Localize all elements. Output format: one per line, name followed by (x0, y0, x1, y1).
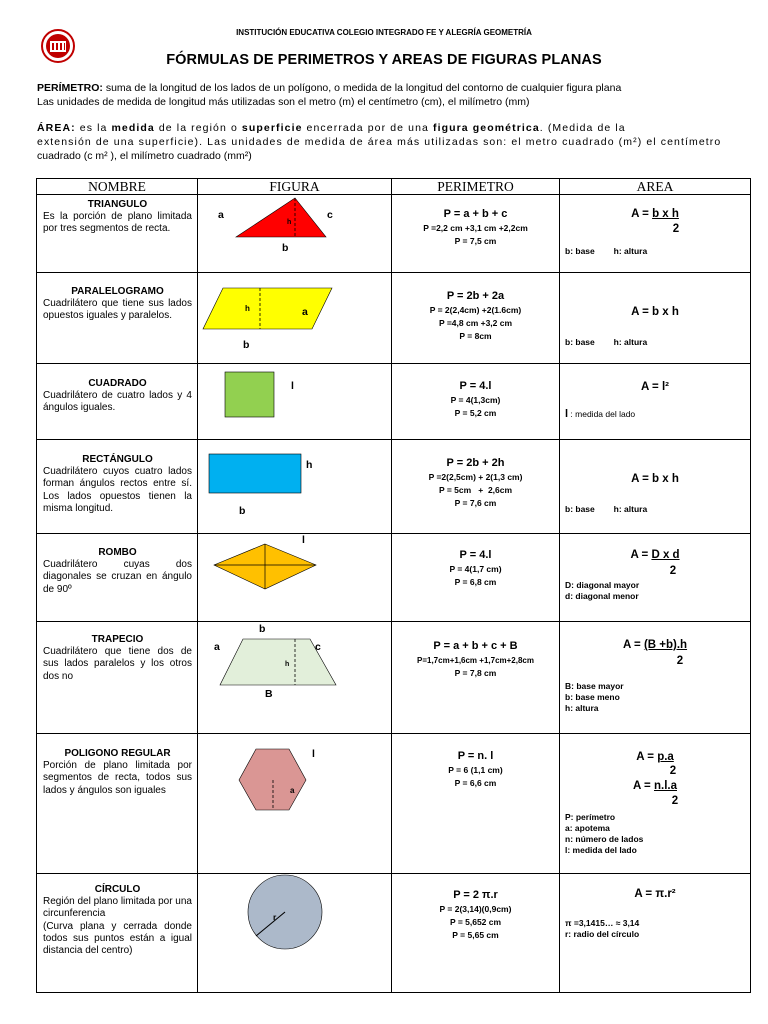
perimetro-example: P=1,7cm+1,6cm +1,7cm+2,8cm (417, 656, 534, 665)
trapezoid-label-c: c (315, 641, 321, 653)
area-note-1: P: perímetro (565, 812, 616, 822)
header-nombre: NOMBRE (37, 179, 198, 195)
area-notes (565, 409, 635, 420)
area-note-1: D: diagonal mayor (565, 580, 640, 590)
area-cell (560, 440, 750, 533)
area-formula (560, 549, 750, 561)
area-notes: b: base h: altura (565, 504, 648, 514)
area-cell (560, 622, 750, 733)
area-lhs: A = (631, 208, 649, 220)
triangle-figure (198, 195, 391, 272)
triangle-label-a: a (218, 209, 224, 221)
table-row-rectangulo (37, 440, 751, 534)
area-note-1: B: base mayor (565, 681, 624, 691)
area-lhs-2: A = (632, 780, 651, 792)
perimetro-example: P = 2(2,4cm) +2(1.6cm) (429, 305, 522, 315)
area-note-1: π =3,1415… ≈ 3,14 (565, 918, 640, 928)
perimetro-example: P = 4(1,7 cm) (449, 564, 502, 574)
perimetro-result: P = 5,65 cm (452, 930, 499, 940)
circle-figure (198, 874, 391, 992)
parallelogram-label-b: b (243, 339, 250, 351)
header-perimetro: PERIMETRO (392, 179, 560, 195)
rhombus-shape (198, 534, 392, 621)
perimetro-result: P = 7,8 cm (454, 668, 497, 678)
area-text-1: es la (75, 122, 112, 134)
shape-description-2: (Curva plana y cerrada donde todos sus puntos están a igual distancia del centro) (43, 920, 192, 957)
area-cell (560, 273, 750, 363)
square-shape (198, 364, 392, 439)
square-figure (198, 364, 391, 439)
area-notes (565, 681, 624, 714)
area-text-2: de la región o (154, 122, 242, 134)
area-numerator: (B +b).h (643, 639, 688, 651)
table-header-row (37, 179, 751, 195)
area-numerator: b x h (652, 208, 679, 220)
rhombus-figure (198, 534, 391, 621)
perimetro-cell (392, 622, 559, 680)
rectangle-shape (198, 440, 392, 533)
rhombus-label-l: l (302, 534, 305, 546)
area-numerator: D x d (651, 549, 680, 561)
perimetro-step: P =4,8 cm +3,2 cm (438, 318, 513, 328)
perimetro-result: P = 7,6 cm (454, 498, 497, 508)
perimetro-cell (392, 364, 559, 420)
area-formula-1 (560, 751, 750, 763)
triangle-label-b: b (282, 242, 289, 254)
circle-label-r: r (273, 912, 277, 922)
parallelogram-label-h: h (245, 304, 250, 313)
table-row-trapecio (37, 622, 751, 734)
table-row-rombo (37, 534, 751, 622)
table-row-cuadrado (37, 364, 751, 440)
area-text-4: . (Medida de la (539, 122, 626, 134)
name-cell (37, 273, 197, 323)
area-units-2: cuadrado (c m² ), el milímetro cuadrado (mm²) (37, 150, 252, 162)
perimetro-example: P =2,2 cm +3,1 cm +2,2cm (423, 223, 528, 233)
perimetro-result: P = 5,2 cm (454, 408, 497, 418)
perimetro-formula: P = 2b + 2a (446, 290, 505, 302)
perimetro-step: P = 5,652 cm (449, 917, 502, 927)
area-note-2: r: radio del círculo (565, 929, 640, 939)
area-line-2: extensión de una superficie). Las unidades de medida de área más utilizadas son: el metro cuadrado (m²) el centímetro (37, 136, 722, 148)
trapezoid-shape (198, 622, 392, 733)
area-formula (560, 208, 750, 220)
shape-description: Cuadrilátero cuyas dos diagonales se cruzan en ángulo de 90º (43, 559, 192, 595)
area-notes-symbol: l (565, 408, 569, 420)
perimetro-cell (392, 273, 559, 343)
hexagon-label-a: a (290, 786, 295, 795)
area-denominator-1: 2 (669, 765, 677, 777)
perimetro-example: P =2(2,5cm) + 2(1,3 cm) (428, 472, 523, 482)
name-cell (37, 440, 197, 515)
header-figura: FIGURA (198, 179, 392, 195)
parallelogram-label-a: a (302, 306, 308, 318)
perimetro-result: P = 6,6 cm (454, 778, 497, 788)
trapezoid-label-B: B (265, 688, 273, 700)
area-formula: A = l² (640, 381, 669, 393)
area-definition (37, 122, 749, 135)
perimetro-formula: P = a + b + c + B (433, 640, 518, 652)
page-title: FÓRMULAS DE PERIMETROS Y AREAS DE FIGURAS PLANAS (166, 52, 602, 68)
area-formula-2 (560, 780, 750, 792)
area-term: ÁREA: (37, 122, 76, 134)
shape-name: RECTÁNGULO (82, 454, 153, 465)
area-lhs: A = (622, 639, 641, 651)
area-cell (560, 195, 750, 272)
perimetro-cell (392, 534, 559, 589)
area-note-3: h: altura (565, 703, 599, 713)
table-row-circulo (37, 874, 751, 993)
shape-name: CUADRADO (88, 378, 147, 389)
perimetro-step: P = 5cm + 2,6cm (438, 485, 513, 495)
perimetro-formula: P = 2b + 2h (446, 457, 505, 469)
perimetro-formula: P = 2 π.r (453, 889, 498, 901)
area-note-2: b: base meno (565, 692, 620, 702)
table-row-triangulo (37, 195, 751, 273)
area-cell (560, 534, 750, 621)
perimetro-example: P = 6 (1,1 cm) (448, 765, 503, 775)
shape-description: Porción de plano limitada por segmentos de recta, todos sus lados y ángulos son iguales (43, 760, 192, 796)
perimetro-text: suma de la longitud de los lados de un polígono, o medida de la longitud del contorno de cualquier figura plana (102, 82, 622, 94)
area-formula: A = b x h (631, 473, 679, 485)
trapezoid-figure (198, 622, 391, 733)
triangle-shape (198, 195, 392, 272)
name-cell (37, 364, 197, 415)
area-lhs: A = (630, 549, 649, 561)
institution-name: INSTITUCIÓN EDUCATIVA COLEGIO INTEGRADO FE Y ALEGRÍA GEOMETRÍA (236, 28, 532, 37)
table-row-paralelogramo (37, 273, 751, 364)
perimetro-formula: P = a + b + c (443, 208, 508, 220)
area-text-3: encerrada por de una (302, 122, 433, 134)
area-medida: medida (111, 122, 155, 134)
perimetro-result: P = 6,8 cm (454, 577, 497, 587)
rectangle-figure (198, 440, 391, 533)
area-numerator-2: n.l.a (653, 780, 677, 792)
perimetro-result: P = 8cm (459, 331, 492, 341)
trapezoid-label-b: b (259, 623, 266, 635)
name-cell (37, 734, 197, 797)
perimetro-term: PERÍMETRO: (37, 82, 103, 94)
name-cell (37, 622, 197, 683)
shape-description: Cuadrilátero que tiene dos de sus lados paralelos y los otros dos no (43, 646, 192, 682)
area-superficie: superficie (241, 122, 303, 134)
formulas-table (36, 178, 751, 993)
perimetro-formula: P = 4.l (459, 380, 492, 392)
shape-name: PARALELOGRAMO (71, 286, 164, 297)
shape-name: POLIGONO REGULAR (64, 748, 171, 759)
name-cell (37, 195, 197, 236)
shape-description: Región del plano limitada por una circunferencia (43, 896, 192, 920)
circle-shape (198, 874, 392, 992)
rectangle-label-h: h (306, 459, 313, 471)
name-cell (37, 534, 197, 596)
area-notes (565, 580, 639, 602)
perimetro-units: Las unidades de medida de longitud más utilizadas son el metro (m) el centímetro (cm), el milímetro (mm) (37, 96, 530, 108)
shape-name: CÍRCULO (94, 884, 141, 895)
area-numerator-1: p.a (657, 751, 674, 763)
parallelogram-shape (198, 273, 392, 363)
hexagon-label-l: l (312, 748, 315, 760)
area-note-3: n: número de lados (565, 834, 644, 844)
area-figura: figura geométrica (432, 122, 540, 134)
shape-description: Cuadrilátero de cuatro lados y 4 ángulos iguales. (43, 390, 192, 414)
perimetro-definition (37, 82, 749, 95)
shape-name: TRAPECIO (91, 634, 144, 645)
area-denominator: 2 (676, 655, 684, 667)
area-cell (560, 364, 750, 439)
perimetro-formula: P = n. l (457, 750, 494, 762)
area-formula: A = b x h (631, 306, 679, 318)
area-cell (560, 874, 750, 992)
perimetro-result: P = 7,5 cm (454, 236, 497, 246)
trapezoid-label-h: h (285, 661, 290, 668)
area-formula (560, 639, 750, 651)
shape-description: Es la porción de plano limitada por tres segmentos de recta. (43, 211, 192, 235)
perimetro-cell (392, 734, 559, 790)
area-notes-text: : medida del lado (568, 409, 636, 419)
area-formula: A = π.r² (634, 888, 676, 900)
area-denominator-2: 2 (671, 795, 679, 807)
area-note-2: d: diagonal menor (565, 591, 639, 601)
header-area: AREA (560, 179, 751, 195)
perimetro-example: P = 4(1,3cm) (450, 395, 501, 405)
shape-description: Cuadrilátero que tiene sus lados opuestos iguales y paralelos. (43, 298, 192, 322)
square-label-l: l (291, 380, 294, 392)
area-note-2: a: apotema (565, 823, 610, 833)
area-cell (560, 734, 750, 873)
area-units-1 (37, 136, 749, 149)
rectangle-label-b: b (239, 505, 246, 517)
area-notes: b: base h: altura (565, 246, 648, 256)
perimetro-formula: P = 4.l (459, 549, 492, 561)
shape-description: Cuadrilátero cuyos cuatro lados forman ángulos rectos entre sí. Los lados opuestos tienen la misma longitud. (43, 466, 192, 514)
area-lhs-1: A = (636, 751, 654, 763)
trapezoid-label-a: a (214, 641, 220, 653)
triangle-label-c: c (327, 209, 333, 221)
perimetro-cell (392, 195, 559, 248)
area-notes (565, 918, 639, 940)
name-cell (37, 874, 197, 957)
area-notes: b: base h: altura (565, 337, 648, 347)
perimetro-cell (392, 874, 559, 942)
area-denominator: 2 (669, 565, 677, 577)
area-note-4: l: medida del lado (565, 845, 637, 855)
area-denominator: 2 (672, 223, 680, 235)
hexagon-figure (198, 734, 391, 873)
area-notes (565, 812, 643, 856)
shape-name: TRIANGULO (87, 199, 148, 210)
hexagon-shape (198, 734, 392, 873)
shape-name: ROMBO (98, 547, 137, 558)
perimetro-cell (392, 440, 559, 510)
parallelogram-figure (198, 273, 391, 363)
perimetro-example: P = 2(3,14)(0,9cm) (439, 904, 512, 914)
table-row-poligono (37, 734, 751, 874)
triangle-label-h: h (287, 219, 292, 226)
